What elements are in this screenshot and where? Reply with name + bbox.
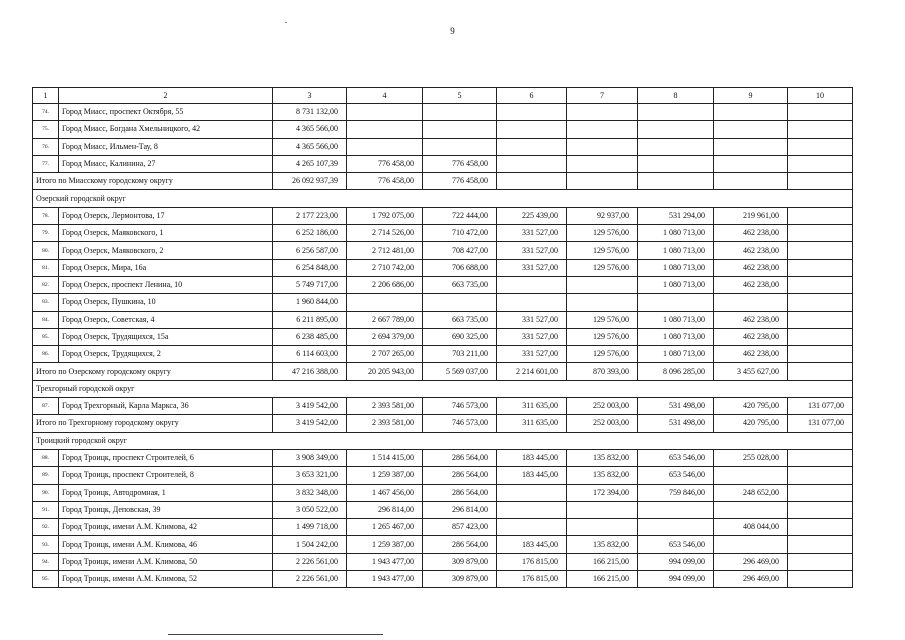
amount-cell: 1 265 467,00 <box>347 519 423 536</box>
amount-cell: 296 469,00 <box>714 571 788 588</box>
amount-cell: 129 576,00 <box>567 259 638 276</box>
total-label: Итого по Озерскому городскому округу <box>33 363 273 380</box>
header-cell: 9 <box>714 88 788 104</box>
header-cell: 2 <box>59 88 273 104</box>
amount-cell <box>567 155 638 172</box>
table-row <box>33 294 853 311</box>
address-cell: Город Озерск, Трудящихся, 15а <box>59 328 273 345</box>
amount-cell: 331 527,00 <box>497 259 567 276</box>
amount-cell <box>638 294 714 311</box>
amount-cell: 129 576,00 <box>567 225 638 242</box>
amount-cell: 776 458,00 <box>423 173 497 190</box>
amount-cell: 252 003,00 <box>567 398 638 415</box>
total-row <box>33 415 853 432</box>
amount-cell <box>714 294 788 311</box>
address-cell: Город Троицк, Автодромная, 1 <box>59 484 273 501</box>
amount-cell: 3 050 522,00 <box>273 501 347 518</box>
amount-cell: 183 445,00 <box>497 449 567 466</box>
amount-cell: 2 712 481,00 <box>347 242 423 259</box>
amount-cell <box>497 484 567 501</box>
amount-cell: 4 365 566,00 <box>273 121 347 138</box>
table-row <box>33 449 853 466</box>
amount-cell <box>788 276 853 293</box>
address-cell: Город Троицк, проспект Строителей, 8 <box>59 467 273 484</box>
amount-cell: 129 576,00 <box>567 328 638 345</box>
address-cell: Город Троицк, имени А.М. Климова, 46 <box>59 536 273 553</box>
row-number: 76. <box>33 138 59 155</box>
amount-cell <box>714 155 788 172</box>
amount-cell: 1 080 713,00 <box>638 242 714 259</box>
amount-cell: 255 028,00 <box>714 449 788 466</box>
amount-cell: 1 943 477,00 <box>347 571 423 588</box>
address-cell: Город Озерск, проспект Ленина, 10 <box>59 276 273 293</box>
amount-cell <box>788 155 853 172</box>
amount-cell: 26 092 937,39 <box>273 173 347 190</box>
amount-cell: 2 714 526,00 <box>347 225 423 242</box>
budget-table <box>32 87 853 588</box>
table-row <box>33 484 853 501</box>
amount-cell: 759 846,00 <box>638 484 714 501</box>
amount-cell: 1 792 075,00 <box>347 207 423 224</box>
address-cell: Город Троицк, имени А.М. Климова, 52 <box>59 571 273 588</box>
row-number: 92. <box>33 519 59 536</box>
amount-cell <box>788 519 853 536</box>
amount-cell: 6 254 848,00 <box>273 259 347 276</box>
amount-cell: 166 215,00 <box>567 571 638 588</box>
amount-cell: 857 423,00 <box>423 519 497 536</box>
amount-cell: 994 099,00 <box>638 553 714 570</box>
amount-cell: 746 573,00 <box>423 398 497 415</box>
amount-cell <box>423 294 497 311</box>
amount-cell: 1 080 713,00 <box>638 259 714 276</box>
amount-cell: 746 573,00 <box>423 415 497 432</box>
amount-cell: 2 177 223,00 <box>273 207 347 224</box>
amount-cell: 47 216 388,00 <box>273 363 347 380</box>
amount-cell: 129 576,00 <box>567 242 638 259</box>
amount-cell: 420 795,00 <box>714 415 788 432</box>
amount-cell: 6 256 587,00 <box>273 242 347 259</box>
row-number: 86. <box>33 346 59 363</box>
header-cell: 8 <box>638 88 714 104</box>
amount-cell <box>788 242 853 259</box>
amount-cell: 408 044,00 <box>714 519 788 536</box>
amount-cell <box>714 501 788 518</box>
amount-cell <box>567 104 638 121</box>
row-number: 90. <box>33 484 59 501</box>
amount-cell <box>788 467 853 484</box>
amount-cell <box>788 363 853 380</box>
amount-cell <box>638 104 714 121</box>
amount-cell <box>497 121 567 138</box>
amount-cell: 776 458,00 <box>423 155 497 172</box>
amount-cell: 994 099,00 <box>638 571 714 588</box>
amount-cell: 331 527,00 <box>497 225 567 242</box>
amount-cell: 2 214 601,00 <box>497 363 567 380</box>
amount-cell <box>567 519 638 536</box>
table-row <box>33 225 853 242</box>
amount-cell <box>714 104 788 121</box>
table-row <box>33 104 853 121</box>
amount-cell: 3 419 542,00 <box>273 398 347 415</box>
amount-cell: 2 667 789,00 <box>347 311 423 328</box>
table-row <box>33 259 853 276</box>
address-cell: Город Троицк, имени А.М. Климова, 50 <box>59 553 273 570</box>
amount-cell: 462 238,00 <box>714 276 788 293</box>
amount-cell <box>788 536 853 553</box>
amount-cell: 135 832,00 <box>567 467 638 484</box>
amount-cell: 3 455 627,00 <box>714 363 788 380</box>
amount-cell: 663 735,00 <box>423 311 497 328</box>
header-cell: 10 <box>788 88 853 104</box>
amount-cell <box>714 536 788 553</box>
address-cell: Город Озерск, Советская, 4 <box>59 311 273 328</box>
amount-cell: 296 469,00 <box>714 553 788 570</box>
amount-cell: 1 943 477,00 <box>347 553 423 570</box>
row-number: 93. <box>33 536 59 553</box>
amount-cell: 183 445,00 <box>497 467 567 484</box>
amount-cell: 1 960 844,00 <box>273 294 347 311</box>
amount-cell <box>567 501 638 518</box>
amount-cell: 2 393 581,00 <box>347 415 423 432</box>
section-row <box>33 432 853 449</box>
amount-cell: 176 815,00 <box>497 553 567 570</box>
amount-cell: 1 080 713,00 <box>638 346 714 363</box>
amount-cell: 129 576,00 <box>567 311 638 328</box>
amount-cell: 531 498,00 <box>638 415 714 432</box>
address-cell: Город Троицк, Деповская, 39 <box>59 501 273 518</box>
row-number: 91. <box>33 501 59 518</box>
amount-cell <box>788 571 853 588</box>
address-cell: Город Озерск, Маяковского, 2 <box>59 242 273 259</box>
amount-cell <box>788 553 853 570</box>
amount-cell <box>567 173 638 190</box>
address-cell: Город Троицк, имени А.М. Климова, 42 <box>59 519 273 536</box>
amount-cell <box>714 121 788 138</box>
amount-cell: 4 365 566,00 <box>273 138 347 155</box>
table-row <box>33 311 853 328</box>
amount-cell: 1 499 718,00 <box>273 519 347 536</box>
amount-cell <box>567 294 638 311</box>
amount-cell <box>788 173 853 190</box>
amount-cell: 331 527,00 <box>497 328 567 345</box>
table-row <box>33 398 853 415</box>
amount-cell <box>714 173 788 190</box>
amount-cell: 2 694 379,00 <box>347 328 423 345</box>
amount-cell: 248 652,00 <box>714 484 788 501</box>
address-cell: Город Миасс, Ильмен-Тау, 8 <box>59 138 273 155</box>
amount-cell: 706 688,00 <box>423 259 497 276</box>
amount-cell <box>423 121 497 138</box>
amount-cell: 3 653 321,00 <box>273 467 347 484</box>
address-cell: Город Озерск, Трудящихся, 2 <box>59 346 273 363</box>
table-row <box>33 207 853 224</box>
header-cell: 1 <box>33 88 59 104</box>
amount-cell: 531 498,00 <box>638 398 714 415</box>
row-number: 82. <box>33 276 59 293</box>
amount-cell: 2 206 686,00 <box>347 276 423 293</box>
table-row <box>33 519 853 536</box>
amount-cell: 1 080 713,00 <box>638 311 714 328</box>
table-row <box>33 553 853 570</box>
amount-cell: 462 238,00 <box>714 242 788 259</box>
amount-cell: 6 114 603,00 <box>273 346 347 363</box>
amount-cell: 462 238,00 <box>714 225 788 242</box>
amount-cell: 219 961,00 <box>714 207 788 224</box>
address-cell: Город Озерск, Маяковского, 1 <box>59 225 273 242</box>
amount-cell: 286 564,00 <box>423 467 497 484</box>
row-number: 95. <box>33 571 59 588</box>
amount-cell <box>347 104 423 121</box>
row-number: 80. <box>33 242 59 259</box>
amount-cell: 20 205 943,00 <box>347 363 423 380</box>
row-number: 77. <box>33 155 59 172</box>
amount-cell <box>788 294 853 311</box>
amount-cell: 6 211 895,00 <box>273 311 347 328</box>
row-number: 79. <box>33 225 59 242</box>
scan-mark <box>285 22 287 23</box>
amount-cell: 653 546,00 <box>638 536 714 553</box>
amount-cell: 6 238 485,00 <box>273 328 347 345</box>
row-number: 81. <box>33 259 59 276</box>
header-cell: 7 <box>567 88 638 104</box>
amount-cell <box>788 449 853 466</box>
amount-cell <box>497 294 567 311</box>
row-number: 94. <box>33 553 59 570</box>
address-cell: Город Озерск, Лермонтова, 17 <box>59 207 273 224</box>
amount-cell <box>788 346 853 363</box>
table-row <box>33 346 853 363</box>
header-cell: 6 <box>497 88 567 104</box>
amount-cell: 135 832,00 <box>567 449 638 466</box>
amount-cell <box>638 155 714 172</box>
amount-cell: 331 527,00 <box>497 311 567 328</box>
amount-cell <box>347 138 423 155</box>
total-label: Итого по Трехгорному городскому округу <box>33 415 273 432</box>
amount-cell: 92 937,00 <box>567 207 638 224</box>
amount-cell: 5 569 037,00 <box>423 363 497 380</box>
amount-cell <box>788 484 853 501</box>
amount-cell: 3 832 348,00 <box>273 484 347 501</box>
section-label: Озерский городской округ <box>33 190 853 207</box>
amount-cell <box>497 173 567 190</box>
footer-rule <box>168 634 383 635</box>
address-cell: Город Троицк, проспект Строителей, 6 <box>59 449 273 466</box>
amount-cell <box>638 173 714 190</box>
amount-cell <box>497 276 567 293</box>
address-cell: Город Озерск, Пушкина, 10 <box>59 294 273 311</box>
amount-cell: 420 795,00 <box>714 398 788 415</box>
amount-cell: 703 211,00 <box>423 346 497 363</box>
amount-cell: 1 080 713,00 <box>638 328 714 345</box>
amount-cell <box>788 259 853 276</box>
amount-cell: 252 003,00 <box>567 415 638 432</box>
table-row <box>33 501 853 518</box>
amount-cell: 131 077,00 <box>788 398 853 415</box>
header-cell: 5 <box>423 88 497 104</box>
row-number: 78. <box>33 207 59 224</box>
amount-cell: 663 735,00 <box>423 276 497 293</box>
amount-cell <box>423 138 497 155</box>
amount-cell: 3 419 542,00 <box>273 415 347 432</box>
amount-cell: 722 444,00 <box>423 207 497 224</box>
amount-cell: 309 879,00 <box>423 553 497 570</box>
address-cell: Город Трехгорный, Карла Маркса, 36 <box>59 398 273 415</box>
amount-cell <box>714 467 788 484</box>
amount-cell: 225 439,00 <box>497 207 567 224</box>
amount-cell: 286 564,00 <box>423 536 497 553</box>
amount-cell <box>497 104 567 121</box>
amount-cell: 2 707 265,00 <box>347 346 423 363</box>
row-number: 85. <box>33 328 59 345</box>
total-row <box>33 363 853 380</box>
table-row <box>33 138 853 155</box>
amount-cell: 286 564,00 <box>423 449 497 466</box>
amount-cell <box>423 104 497 121</box>
amount-cell: 3 908 349,00 <box>273 449 347 466</box>
amount-cell: 1 259 387,00 <box>347 467 423 484</box>
amount-cell <box>788 207 853 224</box>
row-number: 87. <box>33 398 59 415</box>
amount-cell: 462 238,00 <box>714 346 788 363</box>
amount-cell: 331 527,00 <box>497 242 567 259</box>
amount-cell: 8 096 285,00 <box>638 363 714 380</box>
amount-cell: 2 226 561,00 <box>273 571 347 588</box>
amount-cell <box>788 328 853 345</box>
amount-cell <box>567 138 638 155</box>
amount-cell: 309 879,00 <box>423 571 497 588</box>
row-number: 83. <box>33 294 59 311</box>
address-cell: Город Миасс, Калинина, 27 <box>59 155 273 172</box>
row-number: 84. <box>33 311 59 328</box>
row-number: 89. <box>33 467 59 484</box>
table-row <box>33 155 853 172</box>
amount-cell: 2 393 581,00 <box>347 398 423 415</box>
amount-cell: 1 080 713,00 <box>638 276 714 293</box>
amount-cell <box>788 311 853 328</box>
amount-cell: 131 077,00 <box>788 415 853 432</box>
amount-cell: 286 564,00 <box>423 484 497 501</box>
amount-cell: 311 635,00 <box>497 398 567 415</box>
header-cell: 3 <box>273 88 347 104</box>
amount-cell <box>638 121 714 138</box>
amount-cell: 690 325,00 <box>423 328 497 345</box>
table-body <box>33 88 853 588</box>
table-row <box>33 242 853 259</box>
amount-cell <box>497 519 567 536</box>
amount-cell: 4 265 107,39 <box>273 155 347 172</box>
row-number: 74. <box>33 104 59 121</box>
amount-cell <box>788 121 853 138</box>
amount-cell: 1 514 415,00 <box>347 449 423 466</box>
amount-cell: 531 294,00 <box>638 207 714 224</box>
table-row <box>33 571 853 588</box>
amount-cell <box>567 121 638 138</box>
amount-cell: 653 546,00 <box>638 467 714 484</box>
table-row <box>33 276 853 293</box>
amount-cell: 135 832,00 <box>567 536 638 553</box>
row-number: 88. <box>33 449 59 466</box>
amount-cell <box>638 138 714 155</box>
table-row <box>33 467 853 484</box>
amount-cell: 870 393,00 <box>567 363 638 380</box>
table-row <box>33 536 853 553</box>
amount-cell <box>347 294 423 311</box>
table-row <box>33 121 853 138</box>
address-cell: Город Миасс, Богдана Хмельницкого, 42 <box>59 121 273 138</box>
amount-cell: 1 504 242,00 <box>273 536 347 553</box>
amount-cell: 129 576,00 <box>567 346 638 363</box>
amount-cell: 462 238,00 <box>714 328 788 345</box>
section-row <box>33 380 853 397</box>
total-row <box>33 173 853 190</box>
address-cell: Город Миасс, проспект Октября, 55 <box>59 104 273 121</box>
amount-cell: 462 238,00 <box>714 311 788 328</box>
section-label: Трехгорный городской округ <box>33 380 853 397</box>
total-label: Итого по Миасскому городскому округу <box>33 173 273 190</box>
amount-cell: 2 710 742,00 <box>347 259 423 276</box>
amount-cell: 653 546,00 <box>638 449 714 466</box>
amount-cell: 296 814,00 <box>347 501 423 518</box>
section-row <box>33 190 853 207</box>
amount-cell: 311 635,00 <box>497 415 567 432</box>
amount-cell: 2 226 561,00 <box>273 553 347 570</box>
amount-cell: 1 467 456,00 <box>347 484 423 501</box>
header-row <box>33 88 853 104</box>
amount-cell <box>714 138 788 155</box>
amount-cell: 183 445,00 <box>497 536 567 553</box>
page-number: 9 <box>450 26 455 36</box>
amount-cell <box>497 155 567 172</box>
amount-cell <box>497 138 567 155</box>
amount-cell: 172 394,00 <box>567 484 638 501</box>
amount-cell: 296 814,00 <box>423 501 497 518</box>
amount-cell: 776 458,00 <box>347 173 423 190</box>
table-row <box>33 328 853 345</box>
amount-cell <box>788 501 853 518</box>
amount-cell <box>638 501 714 518</box>
amount-cell <box>497 501 567 518</box>
section-label: Троицкий городской округ <box>33 432 853 449</box>
amount-cell: 176 815,00 <box>497 571 567 588</box>
amount-cell <box>638 519 714 536</box>
amount-cell: 1 080 713,00 <box>638 225 714 242</box>
amount-cell: 5 749 717,00 <box>273 276 347 293</box>
amount-cell: 1 259 387,00 <box>347 536 423 553</box>
amount-cell: 166 215,00 <box>567 553 638 570</box>
amount-cell: 6 252 186,00 <box>273 225 347 242</box>
row-number: 75. <box>33 121 59 138</box>
amount-cell <box>347 121 423 138</box>
amount-cell: 8 731 132,00 <box>273 104 347 121</box>
header-cell: 4 <box>347 88 423 104</box>
amount-cell: 710 472,00 <box>423 225 497 242</box>
amount-cell: 462 238,00 <box>714 259 788 276</box>
amount-cell: 708 427,00 <box>423 242 497 259</box>
amount-cell <box>788 138 853 155</box>
amount-cell <box>567 276 638 293</box>
amount-cell: 776 458,00 <box>347 155 423 172</box>
amount-cell <box>788 225 853 242</box>
amount-cell: 331 527,00 <box>497 346 567 363</box>
address-cell: Город Озерск, Мира, 16а <box>59 259 273 276</box>
amount-cell <box>788 104 853 121</box>
